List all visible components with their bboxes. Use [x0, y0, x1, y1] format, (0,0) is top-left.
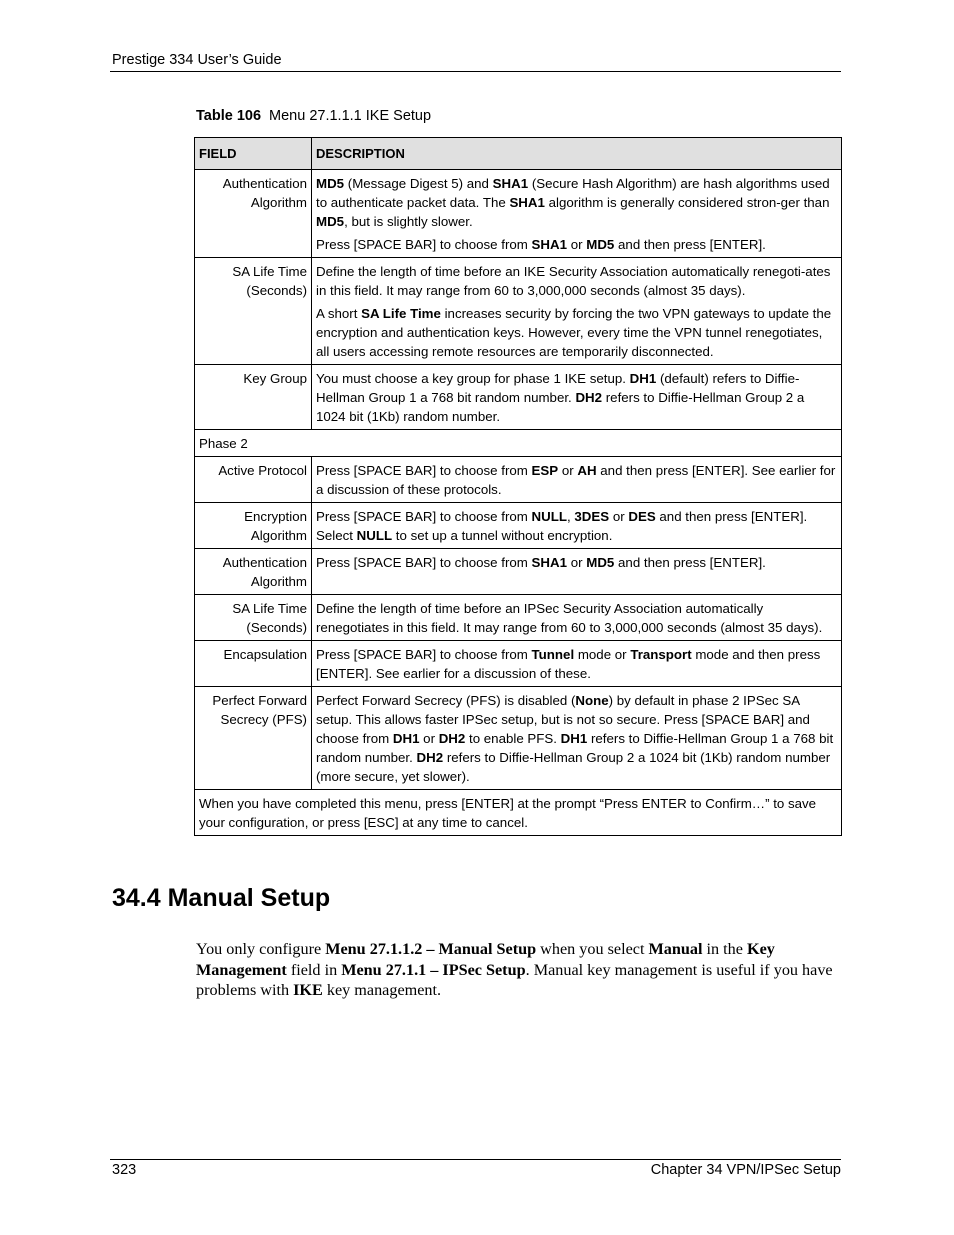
text-run: to enable PFS. — [465, 731, 561, 746]
table-row — [195, 503, 842, 549]
bold-term: Transport — [630, 647, 692, 662]
bold-term: MD5 — [586, 555, 615, 570]
text-run: refers to Diffie-Hellman Group 1 a 768 bit random number. — [316, 731, 834, 765]
text-run: and then press [ENTER]. — [614, 237, 766, 252]
bold-term: DH1 — [392, 731, 420, 746]
description-paragraph — [316, 507, 837, 545]
chapter-title: Chapter 34 VPN/IPSec Setup — [650, 1162, 841, 1178]
bold-term: DES — [628, 509, 656, 524]
footer-divider — [110, 1159, 841, 1160]
bold-term: MD5 — [316, 176, 345, 191]
text-run: You must choose a key group for phase 1 IKE setup. — [316, 371, 630, 386]
description-cell — [312, 365, 842, 430]
bold-term: Menu 27.1.1 – IPSec Setup — [341, 960, 526, 979]
table-span-row — [195, 430, 842, 457]
description-cell — [312, 595, 842, 641]
text-run: or — [558, 463, 578, 478]
table-row — [195, 595, 842, 641]
bold-term: MD5 — [316, 214, 345, 229]
text-run: . Manual key management is useful if you have problems with — [196, 960, 833, 999]
bold-term: Key Management — [196, 940, 775, 979]
text-run: Perfect Forward Secrecy (PFS) is disabled ( — [316, 693, 576, 708]
table-body — [195, 170, 842, 836]
field-cell: Authentication Algorithm — [195, 549, 312, 595]
bold-term: DH2 — [416, 750, 444, 765]
text-run: Define the length of time before an IKE Security Association automatically renegoti-ates in this field. It may range from 60 to 3,000,000 seconds (almost 35 days). — [316, 264, 831, 298]
text-run: field in — [286, 960, 342, 979]
text-run: to set up a tunnel without encryption. — [392, 528, 613, 543]
description-paragraph — [316, 304, 837, 361]
table-row — [195, 365, 842, 430]
bold-term: IKE — [293, 981, 323, 999]
text-run: algorithm is generally considered stron-ger than — [544, 195, 830, 210]
description-paragraph — [316, 174, 837, 231]
text-run: key management. — [322, 981, 442, 999]
description-paragraph — [316, 262, 837, 300]
text-run: or — [609, 509, 629, 524]
text-run: Press [SPACE BAR] to choose from — [316, 237, 532, 252]
text-run: and then press [ENTER]. See earlier for a discussion of these protocols. — [316, 463, 836, 497]
header-divider — [110, 71, 841, 72]
bold-term: NULL — [356, 528, 393, 543]
description-paragraph — [316, 553, 837, 572]
text-run: ) by default in phase 2 IPSec SA setup. This allows faster IPSec setup, but is not so secure. Press [SPACE BAR] and choose from — [316, 693, 810, 746]
text-run: in the — [702, 940, 748, 958]
text-run: You only configure — [196, 940, 326, 958]
bold-term: Tunnel — [531, 647, 575, 662]
description-cell — [312, 549, 842, 595]
field-cell: Encapsulation — [195, 641, 312, 687]
table-row — [195, 170, 842, 258]
text-run: , — [567, 509, 575, 524]
description-paragraph — [316, 599, 837, 637]
bold-term: Manual — [648, 940, 703, 958]
bold-term: MD5 — [586, 237, 615, 252]
text-run: mode and then press [ENTER]. See earlier for a discussion of these. — [316, 647, 821, 681]
text-run: Press [SPACE BAR] to choose from — [316, 463, 532, 478]
field-cell: Perfect Forward Secrecy (PFS) — [195, 687, 312, 790]
description-paragraph — [316, 691, 837, 786]
table-span-row — [195, 790, 842, 836]
bold-term: SHA1 — [492, 176, 529, 191]
bold-term: SA Life Time — [361, 306, 441, 321]
text-run: and then press [ENTER]. — [614, 555, 766, 570]
body-paragraph — [196, 939, 841, 1001]
bold-term: AH — [577, 463, 597, 478]
bold-term: DH2 — [438, 731, 466, 746]
description-cell — [312, 641, 842, 687]
bold-term: DH2 — [575, 390, 603, 405]
bold-term: ESP — [531, 463, 559, 478]
text-run: or — [419, 731, 439, 746]
text-run: Press [SPACE BAR] to choose from — [316, 555, 532, 570]
bold-term: SHA1 — [531, 555, 568, 570]
description-paragraph — [316, 369, 837, 426]
description-paragraph — [316, 461, 837, 499]
description-paragraph — [316, 645, 837, 683]
field-cell: Authentication Algorithm — [195, 170, 312, 258]
table-row — [195, 549, 842, 595]
field-cell: SA Life Time (Seconds) — [195, 258, 312, 365]
table-caption-label: Table 106 — [196, 108, 262, 124]
text-run: when you select — [536, 940, 649, 958]
bold-term: DH1 — [560, 731, 588, 746]
field-cell: Encryption Algorithm — [195, 503, 312, 549]
text-run: refers to Diffie-Hellman Group 2 a 1024 bit (1Kb) random number. — [316, 390, 805, 424]
text-run: or — [567, 237, 587, 252]
span-cell: Phase 2 — [195, 430, 842, 457]
field-cell: Key Group — [195, 365, 312, 430]
table-row — [195, 258, 842, 365]
field-cell: Active Protocol — [195, 457, 312, 503]
text-run: mode or — [574, 647, 631, 662]
page-number: 323 — [112, 1162, 137, 1178]
text-run: A short — [316, 306, 362, 321]
section-heading: 34.4 Manual Setup — [112, 884, 331, 912]
text-run: Press [SPACE BAR] to choose from — [316, 509, 532, 524]
text-run: (Secure Hash Algorithm) are hash algorithms used to authenticate packet data. The — [316, 176, 830, 210]
text-run: refers to Diffie-Hellman Group 2 a 1024 bit (1Kb) random number (more secure, yet slower). — [316, 750, 831, 784]
bold-term: NULL — [531, 509, 567, 524]
table-caption-text: Menu 27.1.1.1 IKE Setup — [269, 108, 432, 124]
description-cell — [312, 170, 842, 258]
text-run: increases security by forcing the two VPN gateways to update the encryption and authentication keys. However, every time the VPN tunnel renegotiates, all users accessing remote resources are temporarily disconnected. — [316, 306, 832, 359]
column-header-field: FIELD — [195, 138, 312, 170]
bold-term: 3DES — [574, 509, 610, 524]
table-row — [195, 457, 842, 503]
text-run: (default) refers to Diffie-Hellman Group 1 a 768 bit random number. — [316, 371, 800, 405]
text-run: and then press [ENTER]. Select — [316, 509, 808, 543]
table-row — [195, 641, 842, 687]
text-run: Press [SPACE BAR] to choose from — [316, 647, 532, 662]
description-cell — [312, 503, 842, 549]
bold-term: SHA1 — [509, 195, 545, 210]
description-cell — [312, 687, 842, 790]
description-paragraph — [316, 235, 837, 254]
text-run: (Message Digest 5) and — [344, 176, 493, 191]
table-header-row — [195, 138, 842, 170]
table-caption — [196, 108, 431, 124]
ike-setup-table — [194, 137, 842, 836]
span-cell: When you have completed this menu, press [ENTER] at the prompt “Press ENTER to Confirm…” to save your configuration, or press [ESC] at any time to cancel. — [195, 790, 842, 836]
bold-term: Menu 27.1.1.2 – Manual Setup — [325, 940, 537, 958]
running-header: Prestige 334 User’s Guide — [112, 52, 282, 68]
bold-term: SHA1 — [531, 237, 568, 252]
column-header-description: DESCRIPTION — [312, 138, 842, 170]
text-run: , but is slightly slower. — [344, 214, 473, 229]
field-cell: SA Life Time (Seconds) — [195, 595, 312, 641]
table-row — [195, 687, 842, 790]
bold-term: DH1 — [629, 371, 657, 386]
text-run: or — [567, 555, 587, 570]
text-run: Define the length of time before an IPSec Security Association automatically renegotiates in this field. It may range from 60 to 3,000,000 seconds (almost 35 days). — [316, 601, 823, 635]
description-cell — [312, 258, 842, 365]
bold-term: None — [575, 693, 609, 708]
description-cell — [312, 457, 842, 503]
